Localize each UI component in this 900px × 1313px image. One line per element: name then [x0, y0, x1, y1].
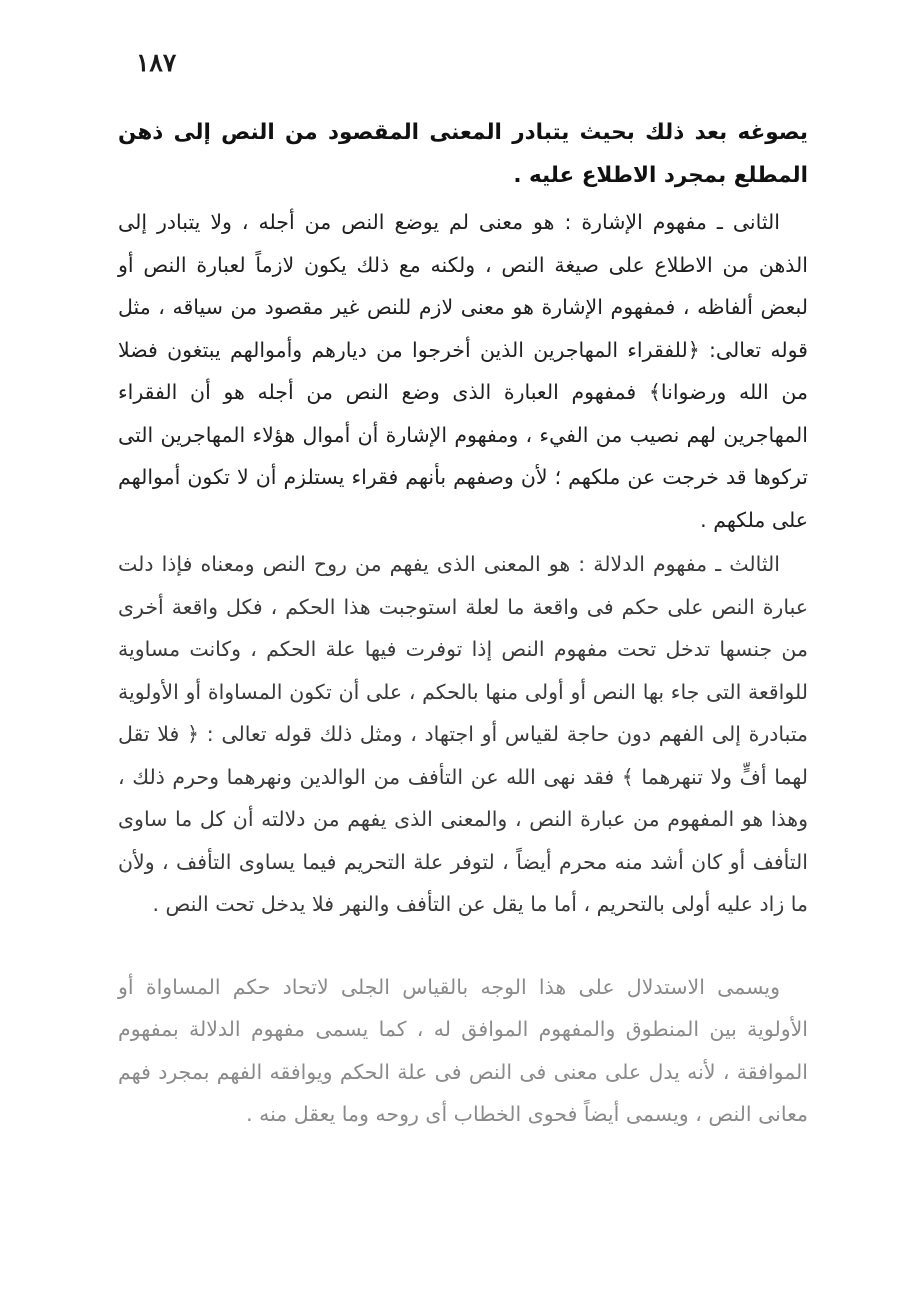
page-number: ١٨٧	[136, 48, 177, 77]
paragraph-continuation: يصوغه بعد ذلك بحيث يتبادر المعنى المقصود من النص إلى ذهن المطلع بمجرد الاطلاع عليه .	[118, 120, 808, 188]
page-body-text	[118, 112, 808, 1136]
paragraph-implication-meaning: الثالث ـ مفهوم الدلالة : هو المعنى الذى يفهم من روح النص ومعناه فإذا دلت عبارة النص على حكم فى واقعة ما لعلة استوجبت هذا الحكم ، فكل واقعة أخرى من جنسها تدخل تحت مفهوم النص إذا توفرت فيها علة الحكم ، وكانت مساوية للواقعة التى جاء بها النص أو أولى منها بالحكم ، على أن تكون المساواة أو الأولوية متبادرة إلى الفهم دون حاجة لقياس أو اجتهاد ، ومثل ذلك قوله تعالى : ﴿ فلا تقل لهما أفٍّ ولا تنهرهما ﴾ فقد نهى الله عن التأفف من الوالدين ونهرهما وحرم ذلك ، وهذا هو المفهوم من عبارة النص ، والمعنى الذى يفهم من دلالته أن كل ما ساوى التأفف أو كان أشد منه محرم أيضاً ، لتوفر علة التحريم فيما يساوى التأفف ، ولأن ما زاد عليه أولى بالتحريم ، أما ما يقل عن التأفف والنهر فلا يدخل تحت النص .	[118, 552, 808, 916]
paragraph-manifest-analogy: ويسمى الاستدلال على هذا الوجه بالقياس الجلى لاتحاد حكم المساواة أو الأولوية بين المنطوق والمفهوم الموافق له ، كما يسمى مفهوم الدلالة بمفهوم الموافقة ، لأنه يدل على معنى فى النص فى علة الحكم ويوافقه الفهم بمجرد فهم معانى النص ، ويسمى أيضاً فحوى الخطاب أى روحه وما يعقل منه .	[118, 974, 808, 1126]
paragraph-indication-meaning: الثانى ـ مفهوم الإشارة : هو معنى لم يوضع النص من أجله ، ولا يتبادر إلى الذهن من الاطلاع على صيغة النص ، ولكنه مع ذلك يكون لازماً لعبارة النص أو لبعض ألفاظه ، فمفهوم الإشارة هو معنى لازم للنص غير مقصود من سياقه ، مثل قوله تعالى: ﴿للفقراء المهاجرين الذين أخرجوا من ديارهم وأموالهم يبتغون فضلا من الله ورضوانا﴾ فمفهوم العبارة الذى وضع النص من أجله هو أن الفقراء المهاجرين لهم نصيب من الفيء ، ومفهوم الإشارة أن أموال هؤلاء المهاجرين التى تركوها قد خرجت عن ملكهم ؛ لأن وصفهم بأنهم فقراء يستلزم أن لا تكون أموالهم على ملكهم .	[118, 210, 808, 532]
